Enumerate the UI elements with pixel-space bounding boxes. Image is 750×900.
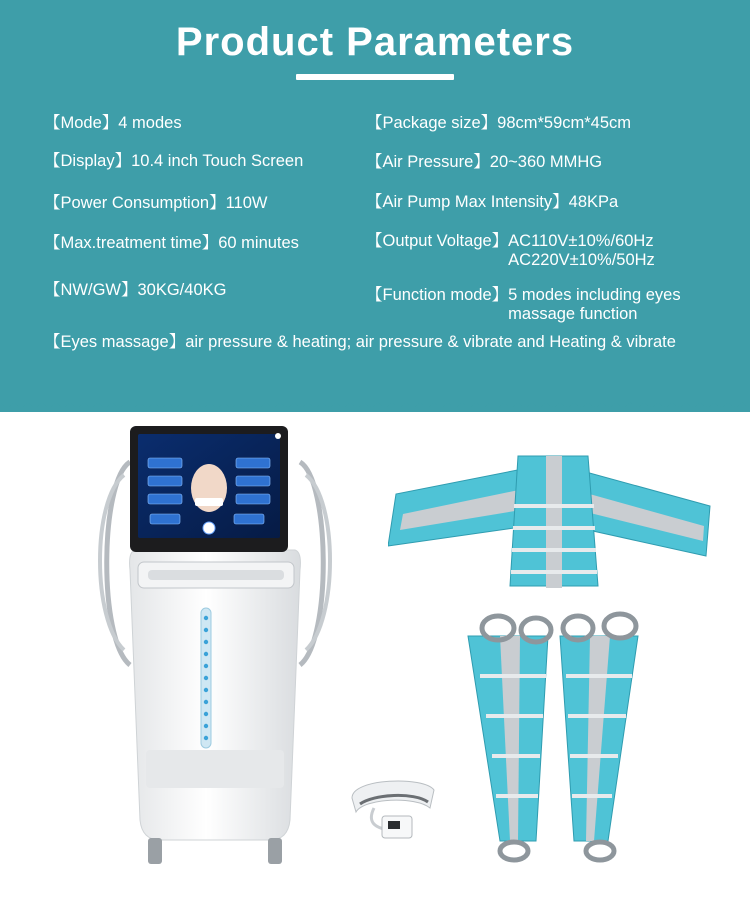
param-eyes-massage: [44, 333, 676, 352]
param-label: 【Output Voltage】: [366, 232, 509, 250]
param-weight: [44, 281, 226, 300]
param-value: 98cm*59cm*45cm: [497, 114, 632, 132]
param-value: 110W: [225, 194, 268, 212]
param-value-line2: AC220V±10%/50Hz: [508, 251, 655, 269]
param-treatment-time: [44, 234, 299, 253]
param-value: 20~360 MMHG: [489, 153, 603, 171]
param-function-mode: [366, 286, 681, 324]
param-power: [44, 194, 267, 213]
param-label: 【Max.treatment time】: [44, 234, 219, 252]
param-value: 60 minutes: [218, 234, 299, 252]
param-value: 4 modes: [118, 114, 182, 132]
param-label: 【Eyes massage】: [44, 333, 186, 351]
param-label: 【Air Pressure】: [366, 153, 490, 171]
param-label: 【Package size】: [366, 114, 498, 132]
param-output-voltage: [366, 232, 655, 270]
param-value-line2: massage function: [508, 305, 638, 323]
param-label: 【Function mode】: [366, 286, 509, 304]
param-value: 30KG/40KG: [137, 281, 227, 299]
param-label: 【Display】: [44, 152, 132, 170]
param-value: 48KPa: [568, 193, 619, 211]
param-air-pressure: [366, 153, 602, 172]
param-value: 10.4 inch Touch Screen: [131, 152, 304, 170]
param-label: 【Mode】: [44, 114, 119, 132]
param-value: air pressure & heating; air pressure & vibrate and Heating & vibrate: [185, 333, 676, 351]
param-label: 【Air Pump Max Intensity】: [366, 193, 569, 211]
param-air-pump: [366, 193, 618, 212]
param-mode: [44, 114, 182, 133]
param-display: [44, 152, 303, 171]
page-title: Product Parameters: [175, 20, 575, 64]
pressotherapy-machine: [90, 420, 340, 870]
pressure-suit: [388, 446, 718, 866]
param-label: 【Power Consumption】: [44, 194, 226, 212]
param-package-size: [366, 114, 631, 133]
param-label: 【NW/GW】: [44, 281, 138, 299]
title-underline: [296, 74, 454, 80]
param-value: AC110V±10%/60Hz: [508, 232, 654, 250]
param-value: 5 modes including eyes: [508, 286, 681, 304]
wavy-edge: [0, 392, 750, 414]
